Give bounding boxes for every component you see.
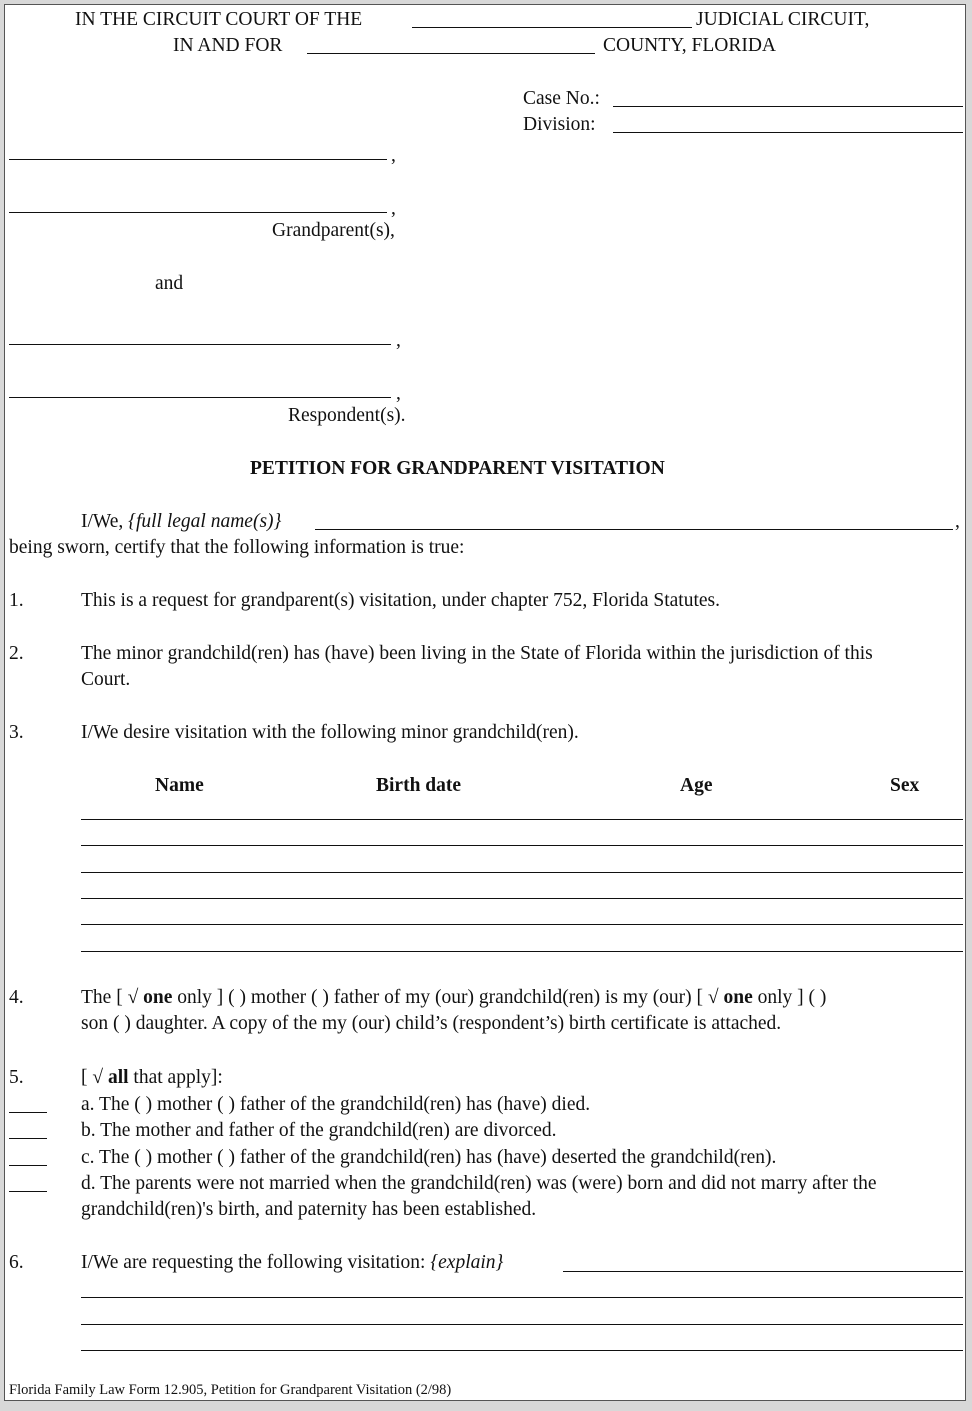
form-page [4, 4, 966, 1401]
item-6-number: 6. [9, 1252, 24, 1273]
grandchild-row-field[interactable] [81, 872, 963, 873]
item-6-label: I/We are requesting the following visitation: [81, 1252, 426, 1273]
header-court-label: IN THE CIRCUIT COURT OF THE [75, 9, 363, 30]
county-field[interactable] [307, 53, 595, 54]
judicial-circuit-field[interactable] [412, 27, 692, 28]
intro-prefix [81, 512, 281, 532]
item-4-text-line2: son ( ) daughter. A copy of the my (our) child’s (respondent’s) birth certificate is attached. [81, 1013, 782, 1034]
item-4-text-line1 [81, 988, 826, 1008]
comma: , [391, 198, 396, 219]
item-4-one-emphasis: one [143, 987, 173, 1008]
item-5-close-text: that apply]: [133, 1067, 223, 1088]
item-1-number: 1. [9, 590, 24, 611]
item-4-text-c: only ] ( ) [757, 987, 827, 1008]
form-title: PETITION FOR GRANDPARENT VISITATION [250, 458, 665, 479]
option-c-text: c. The ( ) mother ( ) father of the grandchild(ren) has (have) deserted the grandchild(ren). [81, 1147, 777, 1168]
check-mark-icon: √ [92, 1067, 104, 1088]
intro-prefix-text: I/We, [81, 511, 124, 532]
item-5-open-bracket: [ [81, 1067, 88, 1088]
grandparent-name-field-1[interactable] [9, 159, 387, 160]
item-4-one-emphasis: one [723, 987, 753, 1008]
header-judicial-circuit-label: JUDICIAL CIRCUIT, [696, 9, 870, 30]
respondent-name-field-2[interactable] [9, 397, 391, 398]
option-c-checkbox-line[interactable] [9, 1165, 47, 1166]
visitation-explain-field[interactable] [81, 1297, 963, 1298]
check-mark-icon: √ [127, 987, 139, 1008]
option-d-text-line2: grandchild(ren)'s birth, and paternity has been established. [81, 1199, 537, 1220]
case-no-field[interactable] [613, 106, 963, 107]
header-county-label: COUNTY, FLORIDA [603, 35, 776, 56]
visitation-explain-field[interactable] [81, 1324, 963, 1325]
item-5-number: 5. [9, 1067, 24, 1088]
item-4-number: 4. [9, 987, 24, 1008]
item-3-number: 3. [9, 722, 24, 743]
visitation-explain-field[interactable] [563, 1271, 963, 1272]
comma: , [955, 511, 960, 532]
item-5-all-emphasis: all [107, 1067, 129, 1088]
division-label: Division: [523, 114, 596, 135]
option-b-checkbox-line[interactable] [9, 1138, 47, 1139]
option-a-text: a. The ( ) mother ( ) father of the grandchild(ren) has (have) died. [81, 1094, 591, 1115]
option-d-checkbox-line[interactable] [9, 1191, 47, 1192]
item-3-text: I/We desire visitation with the following minor grandchild(ren). [81, 722, 579, 743]
grandparents-label: Grandparent(s), [272, 220, 395, 241]
grandchild-row-field[interactable] [81, 924, 963, 925]
full-legal-name-hint: {full legal name(s)} [128, 511, 282, 532]
option-a-checkbox-line[interactable] [9, 1112, 47, 1113]
option-b-text: b. The mother and father of the grandchild(ren) are divorced. [81, 1120, 557, 1141]
column-header-age: Age [680, 775, 713, 796]
full-legal-name-field[interactable] [315, 529, 953, 530]
comma: , [391, 145, 396, 166]
case-no-label: Case No.: [523, 88, 600, 109]
comma: , [396, 383, 401, 404]
grandchild-row-field[interactable] [81, 898, 963, 899]
option-d-text-line1: d. The parents were not married when the grandchild(ren) was (were) born and did not marry after the [81, 1173, 877, 1194]
grandchild-row-field[interactable] [81, 845, 963, 846]
comma: , [396, 330, 401, 351]
column-header-name: Name [155, 775, 204, 796]
item-5-instruction [81, 1068, 223, 1088]
grandchild-row-field[interactable] [81, 951, 963, 952]
check-mark-icon: √ [707, 987, 719, 1008]
explain-hint: {explain} [430, 1252, 504, 1273]
visitation-explain-field[interactable] [81, 1350, 963, 1351]
respondents-label: Respondent(s). [288, 405, 406, 426]
column-header-sex: Sex [890, 775, 920, 796]
item-2-number: 2. [9, 643, 24, 664]
column-header-birth-date: Birth date [376, 775, 462, 796]
and-label: and [155, 273, 184, 294]
intro-sworn-text: being sworn, certify that the following information is true: [9, 537, 465, 558]
respondent-name-field-1[interactable] [9, 344, 391, 345]
form-footer: Florida Family Law Form 12.905, Petition for Grandparent Visitation (2/98) [9, 1382, 452, 1398]
grandchild-row-field[interactable] [81, 819, 963, 820]
item-4-text-b: only ] ( ) mother ( ) father of my (our) grandchild(ren) is my (our) [ [177, 987, 704, 1008]
division-field[interactable] [613, 132, 963, 133]
item-2-text-line2: Court. [81, 669, 131, 690]
grandparent-name-field-2[interactable] [9, 212, 387, 213]
item-4-text-a: The [ [81, 987, 123, 1008]
item-2-text-line1: The minor grandchild(ren) has (have) been living in the State of Florida within the jurisdiction of this [81, 643, 873, 664]
item-6-text [81, 1253, 503, 1273]
header-in-and-for-label: IN AND FOR [173, 35, 283, 56]
item-1-text: This is a request for grandparent(s) visitation, under chapter 752, Florida Statutes. [81, 590, 721, 611]
